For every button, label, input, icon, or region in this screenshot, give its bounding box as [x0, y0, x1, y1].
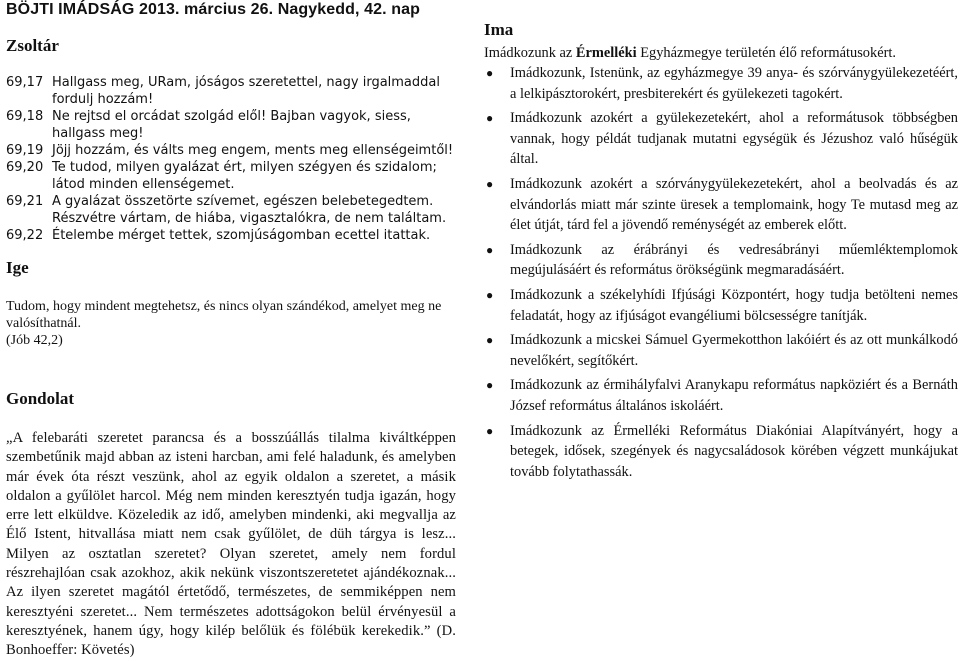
psalm-verse: [6, 193, 456, 227]
ima-item: [484, 330, 958, 371]
page-header: BÖJTI IMÁDSÁG 2013. március 26. Nagykedd, 42. nap: [6, 1, 420, 18]
verse-text: A gyalázat összetörte szívemet, egészen belebetegedtem. Részvétre vártam, de hiába, vigasztalókra, de nem találtam.: [52, 194, 447, 226]
ima-item-text: Imádkozunk a micskei Sámuel Gyermekotthon lakóiért és az ott munkálkodó nevelőkért, segítőkért.: [510, 332, 958, 369]
bullet-icon: ●: [486, 176, 494, 191]
bullet-icon: ●: [486, 423, 494, 438]
right-column: [484, 20, 958, 486]
ima-item-text: Imádkozunk a székelyhídi Ifjúsági Központért, hogy tudja betölteni nemes feladatát, hogy az ifjúságot evangéliumi bölcsességre tanítják.: [510, 286, 958, 324]
bullet-icon: ●: [486, 66, 494, 80]
psalm-verse: [6, 142, 456, 159]
verse-number: 69,20: [6, 160, 44, 175]
ima-item-text: Imádkozunk azokért a szórványgyülekezetekért, ahol a beolvadás és az elvándorlás miatt már szinte üresek a templomaink, hogy Te mutasd meg az élet útját, tárd fel a jövendő reménységét az emberek előtt.: [510, 175, 958, 234]
psalm-verse: [6, 74, 456, 108]
ima-item: [484, 174, 958, 236]
ima-item-text: Imádkozunk azokért a gyülekezetekért, ahol a reformátusok többségben vannak, hogy példát tudjanak mutatni egységük és Jézushoz való hűségük által.: [510, 110, 958, 168]
bullet-icon: ●: [486, 378, 494, 393]
ima-item: [484, 285, 958, 326]
ima-item-text: Imádkozunk az Érmelléki Református Diakóniai Alapítványért, hogy a betegek, idősek, szegények és nagycsaládosok körében végzett munkájukat tovább folytathassák.: [510, 422, 958, 480]
ima-list: [484, 63, 958, 482]
ige-title: Ige: [6, 258, 29, 277]
verse-number: 69,18: [6, 109, 44, 124]
verse-text: Te tudod, milyen gyalázat ért, milyen szégyen és szidalom; látod minden ellenségemet.: [52, 160, 437, 192]
bullet-icon: ●: [486, 111, 494, 126]
ima-item: [484, 375, 958, 416]
left-column: [6, 36, 456, 661]
verse-number: 69,17: [6, 75, 44, 90]
ima-intro-after: Egyházmegye területén élő reformátusokért.: [636, 45, 896, 61]
bullet-icon: ●: [486, 333, 494, 348]
ige-verse: Tudom, hogy mindent megtehetsz, és nincs olyan szándékod, amelyet meg ne valósíthatnál.: [6, 299, 442, 331]
ima-item-text: Imádkozunk az érábrányi és vedresábrányi műemléktemplomok megújulásáért és református örökségünk megmaradásáért.: [510, 241, 958, 279]
bullet-icon: ●: [486, 287, 494, 302]
ima-item-text: Imádkozunk az érmihályfalvi Aranykapu református napköziért és a Bernáth József református általános iskoláért.: [510, 377, 958, 414]
ige-text: [6, 298, 456, 349]
verse-number: 69,19: [6, 143, 44, 158]
verse-number: 69,22: [6, 228, 44, 243]
ima-item: [484, 63, 958, 104]
ima-intro-bold: Érmelléki: [575, 45, 637, 61]
psalm-verse: [6, 159, 456, 193]
gondolat-title: Gondolat: [6, 389, 75, 408]
psalm-verse: [6, 227, 456, 244]
ima-item-text: Imádkozunk, Istenünk, az egyházmegye 39 anya- és szórványgyülekezetéért, a lelkipásztorokért, presbiterekért és gyülekezeti tagokért.: [510, 65, 958, 102]
verse-text: Ételembe mérget tettek, szomjúságomban ecettel itattak.: [52, 228, 431, 243]
ima-intro-before: Imádkozunk az: [484, 45, 576, 61]
bullet-icon: ●: [486, 242, 494, 257]
psalm-verse: [6, 108, 456, 142]
ige-reference: (Jób 42,2): [6, 333, 63, 348]
gondolat-text: „A felebaráti szeretet parancsa és a bosszúállás tilalma kiváltképpen szembetűnik majd abban az isteni harcban, ami felé haladunk, és amelyben már évek óta részt veszünk, ahol az egyik oldalon a szeretet, a másik oldalon a gyűlölet harcol. Még nem minden keresztyén tudja igazán, hogy erre lett elküldve. Közeledik az idő, amelyben mindenki, aki megvallja az Élő Istent, hitvallása miatt nem csak gyűlölet, de düh tárgya is lesz... Milyen az osztatlan szeretet? Olyan szeretet, amely nem fordul részrehajlóan csak azokhoz, akik nekünk viszontszeretetet ajándékoznak... Az ilyen szeretet magától értetődő, természetes, de semmiképpen nem keresztyéni szeretet... Nem természetes adottságokon belül érvényesül a keresztyének, hanem úgy, hogy kilép belőlük és fölébük kerekedik.” (D. Bonhoeffer: Követés): [6, 430, 456, 659]
verse-text: Ne rejtsd el orcádat szolgád elől! Bajban vagyok, siess, hallgass meg!: [52, 109, 411, 141]
verse-text: Jöjj hozzám, és válts meg engem, ments meg ellenségeimtől!: [52, 143, 454, 158]
ima-intro: [484, 44, 958, 63]
ima-item: [484, 421, 958, 483]
verse-text: Hallgass meg, URam, jóságos szeretettel, nagy irgalmaddal fordulj hozzám!: [52, 75, 440, 107]
ima-title: Ima: [484, 20, 514, 39]
psalm-verses: [6, 74, 456, 244]
ima-item: [484, 240, 958, 281]
zsoltar-title: Zsoltár: [6, 36, 59, 55]
ima-item: [484, 108, 958, 170]
verse-number: 69,21: [6, 194, 44, 209]
